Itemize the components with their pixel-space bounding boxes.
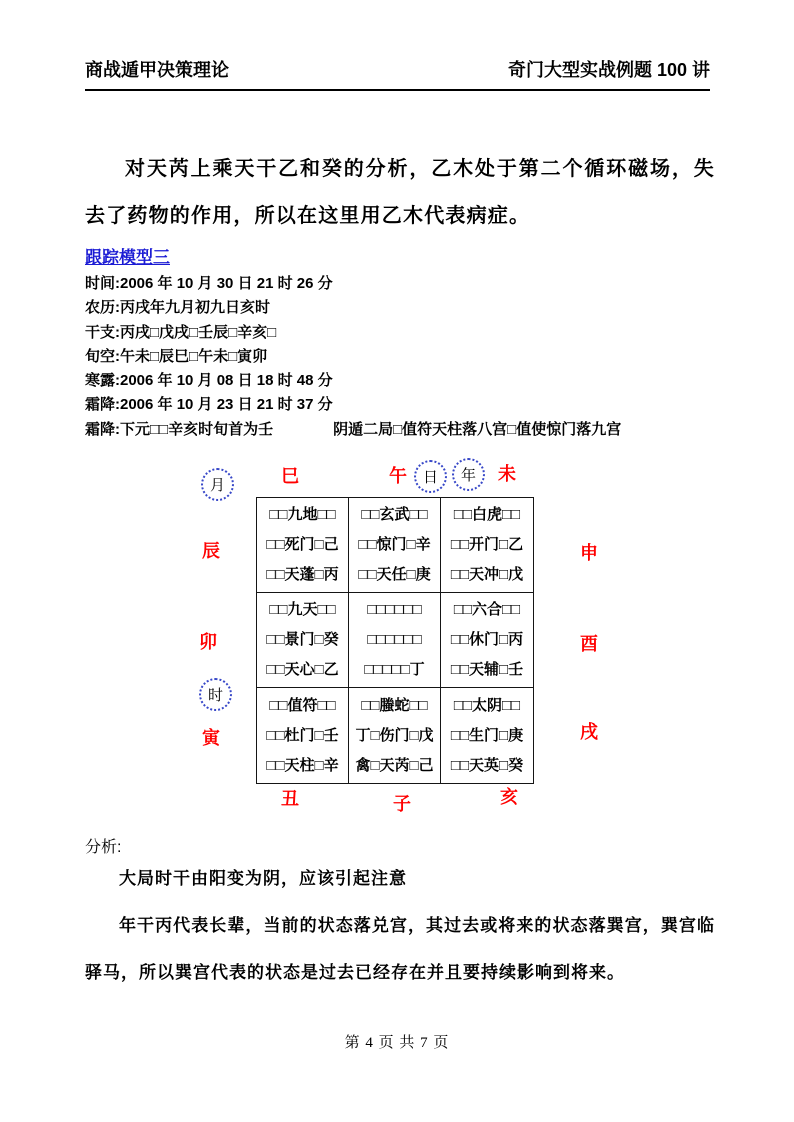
grid-cell-li: [349, 498, 441, 593]
cell-line: □□杜门□壬: [266, 726, 339, 744]
cell-line: □□天任□庚: [358, 566, 431, 583]
cell-line: □□值符□□: [269, 696, 336, 714]
cell-line: □□太阴□□: [453, 696, 521, 714]
branch-label-zi: 子: [393, 794, 411, 814]
branch-label-chen: 辰: [202, 541, 220, 561]
cell-line: □□惊门□辛: [358, 536, 431, 553]
cell-line: □□景门□癸: [266, 631, 339, 648]
branch-label-wu: 午: [389, 466, 407, 486]
branch-label-chou: 丑: [281, 789, 299, 809]
cell-line: 丁□伤门□戊: [355, 726, 434, 744]
page-header: [85, 56, 710, 91]
info-line-shuangjiang: 霜降:2006 年 10 月 23 日 21 时 37 分: [85, 396, 333, 414]
cell-line: □□□□□□: [367, 631, 422, 648]
header-right-title: 奇门大型实战例题 100 讲: [507, 60, 710, 80]
branch-label-you: 酉: [580, 634, 598, 654]
grid-cell-xun: [257, 498, 349, 593]
grid-cell-qian: [441, 688, 533, 783]
hour-circle: [199, 678, 232, 711]
qimen-grid: [256, 497, 534, 784]
analysis-paragraph-2: 年干丙代表长辈，当前的状态落兑宫，其过去或将来的状态落巽宫，巽宫临驿马，所以巽宫代表的状态是过去已经存在并且要持续影响到将来。: [85, 916, 715, 982]
intro-paragraph: 对天芮上乘天干乙和癸的分析，乙木处于第二个循环磁场，失去了药物的作用，所以在这里用乙木代表病症。: [85, 158, 715, 227]
cell-line: □□天冲□戊: [450, 566, 524, 583]
branch-label-si: 巳: [281, 466, 299, 486]
grid-cell-dui: [441, 593, 533, 688]
cell-line: 禽□天芮□己: [355, 756, 434, 774]
analysis-heading: 分析:: [85, 839, 122, 856]
cell-line: □□螣蛇□□: [361, 696, 428, 714]
cell-line: □□白虎□□: [453, 506, 521, 523]
cell-line: □□天辅□壬: [450, 661, 524, 678]
info-line-hanlu: 寒露:2006 年 10 月 08 日 18 时 48 分: [85, 372, 333, 390]
branch-label-xu: 戌: [580, 722, 598, 742]
cell-line: □□玄武□□: [361, 506, 428, 523]
branch-label-hai: 亥: [500, 787, 518, 807]
year-circle-label: 年: [460, 468, 476, 484]
grid-cell-zhen: [257, 593, 349, 688]
month-circle-label: 月: [209, 478, 225, 494]
cell-line: □□开门□乙: [450, 536, 524, 553]
grid-cell-kan: [349, 688, 441, 783]
analysis-body: [85, 855, 715, 996]
cell-line: □□□□□□: [367, 601, 422, 618]
day-circle: [414, 460, 447, 493]
info-line-lunar: 农历:丙戌年九月初九日亥时: [85, 299, 270, 317]
info-line-xunkong: 旬空:午未□辰巳□午未□寅卯: [85, 347, 268, 365]
info-line-ganzhi: 干支:丙戌□戊戌□壬辰□辛亥□: [85, 323, 277, 341]
grid-cell-gen: [257, 688, 349, 783]
cell-line: □□六合□□: [453, 601, 521, 618]
cell-line: □□□□□丁: [364, 661, 425, 678]
grid-cell-center: [349, 593, 441, 688]
page-number-footer: 第 4 页 共 7 页: [344, 1035, 450, 1051]
branch-label-yin: 寅: [202, 728, 220, 748]
cell-line: □□天柱□辛: [266, 756, 339, 774]
grid-cell-kun: [441, 498, 533, 593]
header-left-title: 商战遁甲决策理论: [85, 60, 229, 80]
cell-line: □□休门□丙: [450, 631, 524, 648]
month-circle: [201, 468, 234, 501]
info-line-time: 时间:2006 年 10 月 30 日 21 时 26 分: [85, 275, 333, 292]
day-circle-label: 日: [422, 470, 438, 486]
cell-line: □□天英□癸: [450, 756, 524, 774]
analysis-paragraph-1: 大局时干由阳变为阴，应该引起注意: [119, 869, 407, 888]
case-info-block: [85, 272, 621, 442]
branch-label-wei: 未: [498, 464, 516, 484]
cell-line: □□九地□□: [269, 506, 336, 523]
hour-circle-label: 时: [207, 688, 223, 704]
info-line-ju: 霜降:下元□□辛亥时旬首为壬 阴遁二局□值符天柱落八宫□值使惊门落九宫: [85, 420, 622, 438]
branch-label-shen: 申: [580, 543, 598, 563]
cell-line: □□天心□乙: [266, 661, 339, 678]
cell-line: □□天蓬□丙: [266, 566, 339, 583]
branch-label-mao: 卯: [199, 632, 217, 652]
cell-line: □□生门□庚: [450, 726, 524, 744]
section-title: 跟踪模型三: [85, 248, 170, 267]
year-circle: [452, 458, 485, 491]
cell-line: □□九天□□: [269, 601, 336, 618]
cell-line: □□死门□己: [266, 536, 339, 553]
